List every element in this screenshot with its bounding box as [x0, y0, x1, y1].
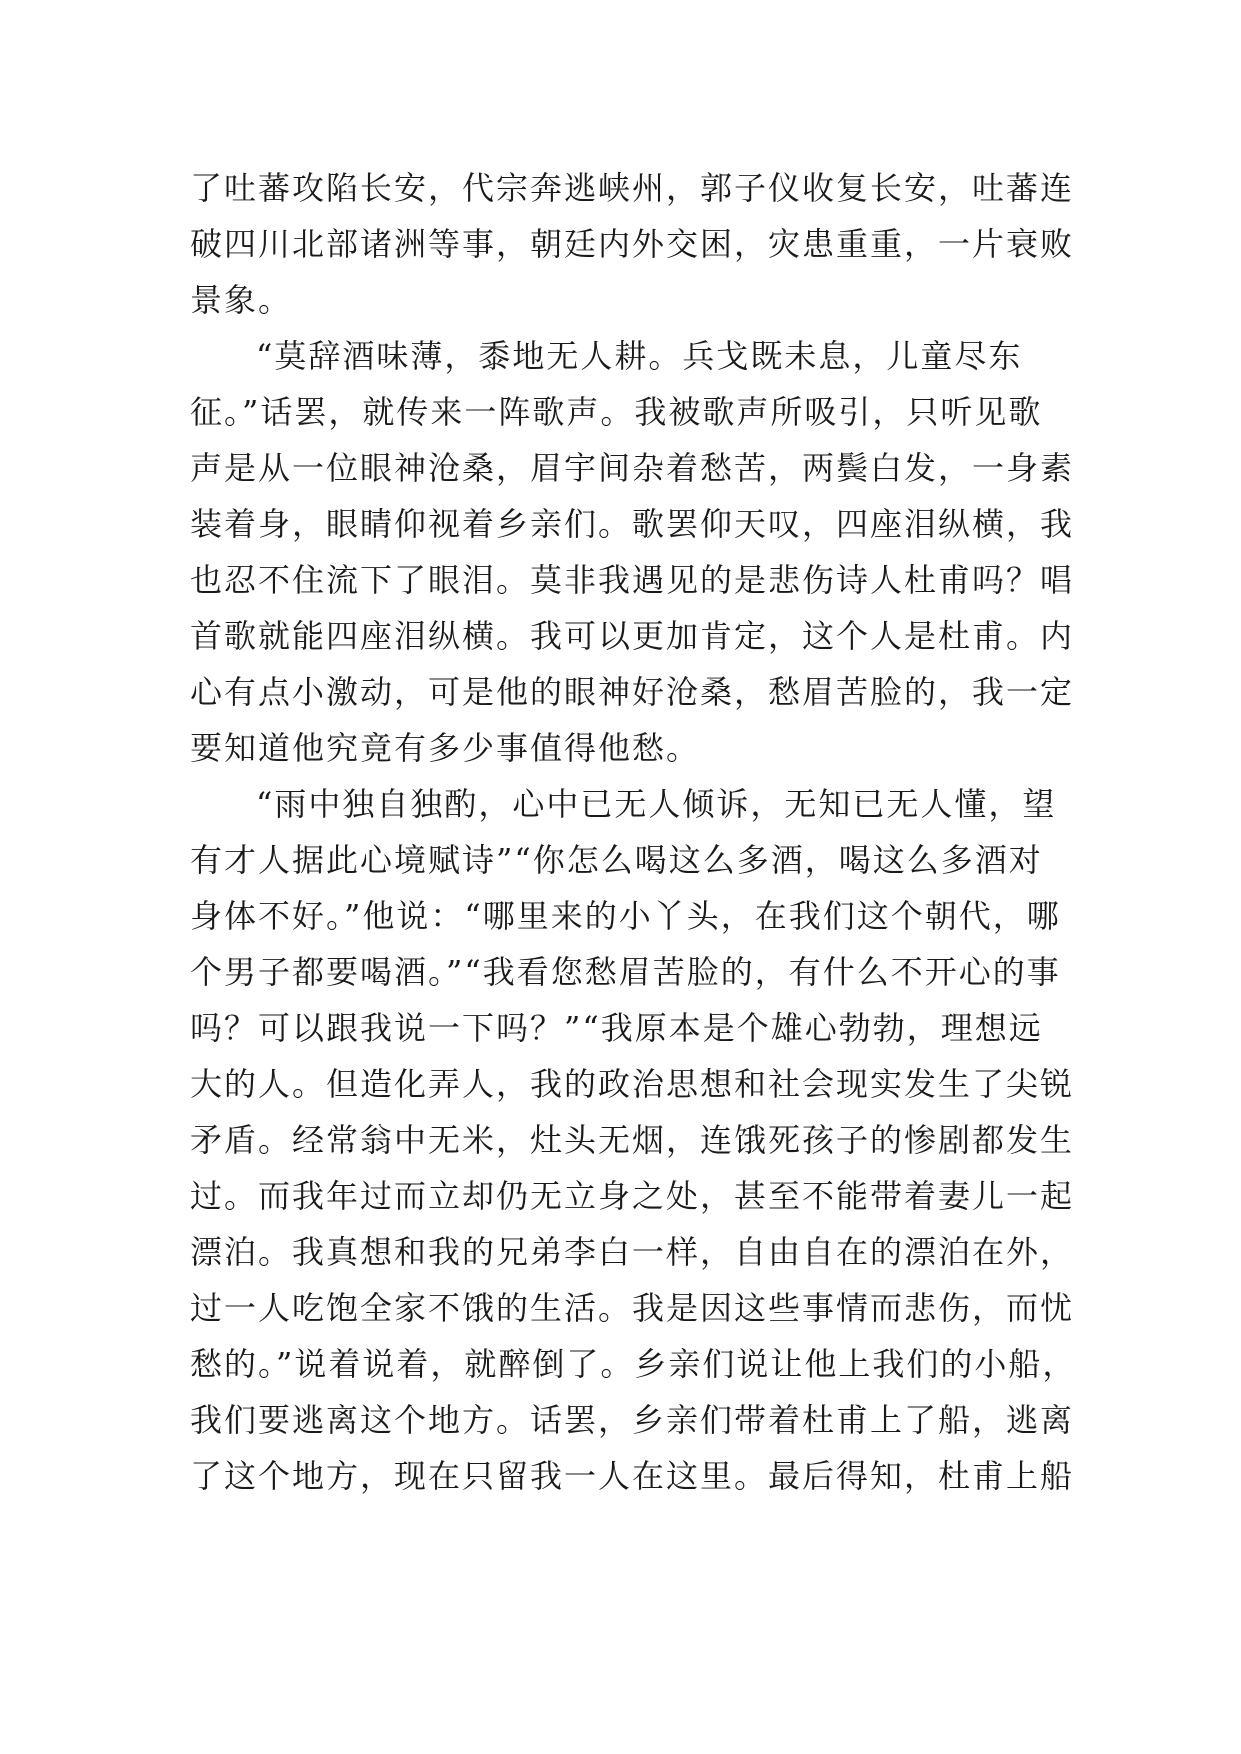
- text-line: 心有点小激动，可是他的眼神好沧桑，愁眉苦脸的，我一定: [190, 673, 1075, 711]
- text-line: 我们要逃离这个地方。话罢，乡亲们带着杜甫上了船，逃离: [190, 1401, 1075, 1439]
- text-line: 愁的。”说着说着，就醉倒了。乡亲们说让他上我们的小船，: [190, 1345, 1077, 1383]
- text-line: 身体不好。”他说：“哪里来的小丫头，在我们这个朝代，哪: [190, 897, 1061, 935]
- text-line: 要知道他究竟有多少事值得他愁。: [190, 729, 701, 767]
- text-line: 大的人。但造化弄人，我的政治思想和社会现实发生了尖锐: [190, 1065, 1075, 1103]
- text-line: 征。”话罢，就传来一阵歌声。我被歌声所吸引，只听见歌: [190, 393, 1043, 431]
- text-line: 声是从一位眼神沧桑，眉宇间杂着愁苦，两鬓白发，一身素: [190, 449, 1075, 487]
- text-line: 吗？可以跟我说一下吗？”“我原本是个雄心勃勃，理想远: [190, 1009, 1043, 1047]
- text-line: 个男子都要喝酒。”“我看您愁眉苦脸的，有什么不开心的事: [190, 953, 1061, 991]
- text-line: 矛盾。经常翁中无米，灶头无烟，连饿死孩子的惨剧都发生: [190, 1121, 1075, 1159]
- text-line: 过。而我年过而立却仍无立身之处，甚至不能带着妻儿一起: [190, 1177, 1075, 1215]
- document-body: [190, 160, 1077, 1504]
- paragraph-start-line: “莫辞酒味薄，黍地无人耕。兵戈既未息，儿童尽东: [256, 337, 1023, 375]
- text-line: 漂泊。我真想和我的兄弟李白一样，自由自在的漂泊在外，: [190, 1233, 1075, 1271]
- text-line: 景象。: [190, 281, 293, 319]
- paragraph-start-line: “雨中独自独酌，心中已无人倾诉，无知已无人懂，望: [256, 785, 1057, 823]
- text-line: 了这个地方，现在只留我一人在这里。最后得知，杜甫上船: [190, 1457, 1075, 1495]
- text-line: 装着身，眼睛仰视着乡亲们。歌罢仰天叹，四座泪纵横，我: [190, 505, 1075, 543]
- text-line: 首歌就能四座泪纵横。我可以更加肯定，这个人是杜甫。内: [190, 617, 1075, 655]
- text-line: 也忍不住流下了眼泪。莫非我遇见的是悲伤诗人杜甫吗？唱: [190, 561, 1075, 599]
- text-line: 有才人据此心境赋诗”“你怎么喝这么多酒，喝这么多酒对: [190, 841, 1043, 879]
- text-line: 过一人吃饱全家不饿的生活。我是因这些事情而悲伤，而忧: [190, 1289, 1075, 1327]
- text-line: 了吐蕃攻陷长安，代宗奔逃峡州，郭子仪收复长安，吐蕃连: [190, 169, 1075, 207]
- text-line: 破四川北部诸洲等事，朝廷内外交困，灾患重重，一片衰败: [190, 225, 1075, 263]
